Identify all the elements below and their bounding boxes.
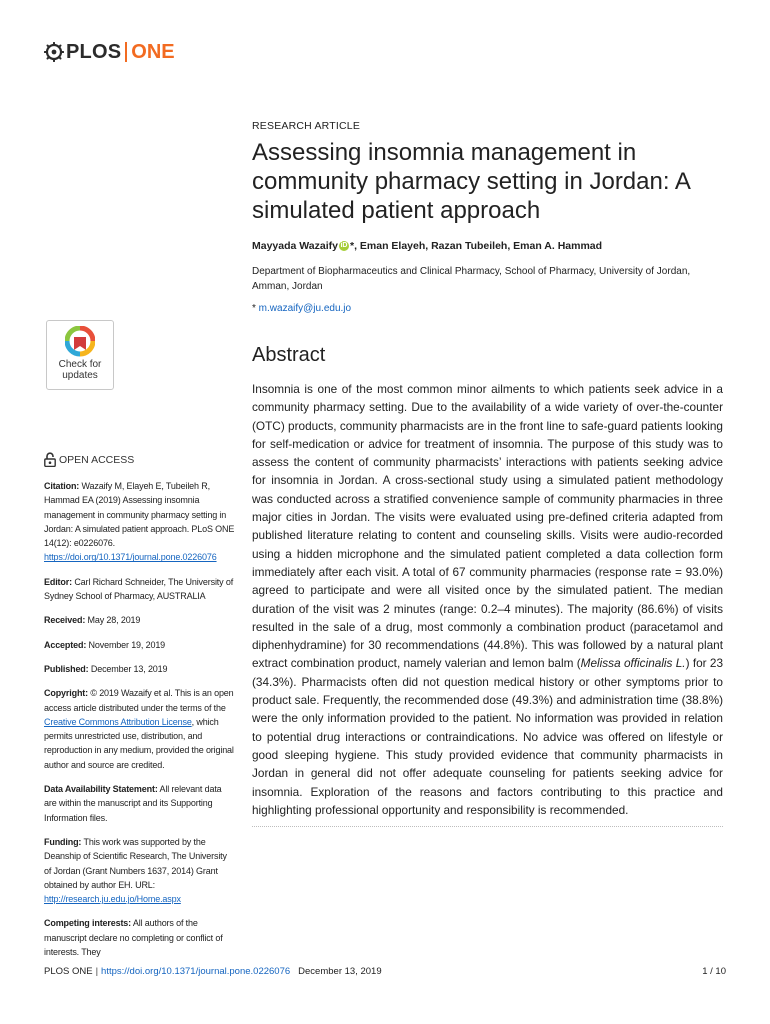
check-updates-icon — [65, 326, 95, 358]
copyright-text: © 2019 Wazaify et al. This is an open access article distributed under the terms of the — [44, 688, 234, 713]
footer-separator: | — [95, 966, 99, 977]
copyright-label: Copyright: — [44, 688, 88, 699]
corresponding-email-link[interactable]: m.wazaify@ju.edu.jo — [258, 303, 352, 314]
received-label: Received: — [44, 615, 86, 626]
published-date: December 13, 2019 — [90, 663, 168, 674]
data-availability-text: All relevant data are within the manuscript and its Supporting Information files. — [44, 784, 222, 823]
plos-one-logo[interactable] — [44, 40, 175, 64]
article-sidebar — [44, 452, 236, 969]
abstract-text-part1: Insomnia is one of the most common minor ailments to which patients seek advice in a community pharmacy setting. Due to the availability of a wide variety of over-the-counter (OTC) products, community pharmacists are in the front line to safe-guard patients looking for self-medication or advice for treatment of insomnia. The purpose of this study was to assess the content of community pharmacists’ interactions with patients seeking advice for insomnia in Jordan. A cross-sectional study using a simulated patient methodology was conducted across a stratified convenience sample of community pharmacies in three major cities in Jordan. The visits were evaluated using pre-defined criteria adapted from published literature relating to content and counseling skills. Visits were audio-recorded using a hidden microphone and the simulated patient completed a data collection form immediately after each visit. A total of 67 community pharmacies (response rate = 93.0%) agreed to participate and were all visited once by the simulated patient. The median duration of the visit was 2 minutes (range: 0.2–4 minutes). The majority (86.6%) of visits resulted in the sale of a drug, most commonly a combination product (paracetamol and diphenhydramine) for 30 recommendations (44.8%). This was followed by a natural plant extract combination product, namely valerian and lemon balm ( — [252, 382, 723, 671]
author-corresponding-mark: *, — [349, 240, 360, 252]
page-footer — [44, 966, 726, 977]
data-availability-block — [44, 782, 236, 825]
article-type-label: RESEARCH ARTICLE — [252, 120, 361, 132]
abstract-heading: Abstract — [252, 344, 326, 366]
funding-url-link[interactable]: http://research.ju.edu.jo/Home.aspx — [44, 894, 181, 905]
check-updates-line2: updates — [62, 370, 98, 381]
editor-block — [44, 575, 236, 604]
footer-doi-link[interactable]: https://doi.org/10.1371/journal.pone.0226076 — [101, 966, 291, 977]
abstract-divider — [252, 826, 723, 827]
accepted-block — [44, 638, 236, 652]
logo-one-text: ONE — [131, 40, 175, 63]
abstract-text-part2: ) for 23 (34.3%). Pharmacists often did not question medical history or other symptoms prior to product sale. Frequently, the recommended dose (49.3%) and administration time (38.8%) were the only information provided to the patient. No information was provided in relation to potential drug interactions or contraindications. No advice was offered on lifestyle or good sleeping hygiene. This study provided evidence that community pharmacists in Jordan in general did not offer adequate counseling for patients seeking advice for insomnia. Exploration of the reasons and factors contributing to this practice and highlighting professional opportunity and responsibility is recommended. — [252, 656, 723, 817]
author-name[interactable]: Mayyada Wazaify — [252, 240, 338, 252]
data-availability-label: Data Availability Statement: — [44, 784, 158, 795]
editor-text: Carl Richard Schneider, The University of Sydney School of Pharmacy, AUSTRALIA — [44, 576, 234, 602]
author-list — [252, 240, 732, 252]
funding-label: Funding: — [44, 836, 82, 847]
orcid-icon[interactable]: iD — [340, 242, 348, 250]
abstract-body — [252, 380, 723, 819]
citation-block — [44, 479, 236, 565]
footer-page-number: 1 / 10 — [702, 966, 726, 977]
affiliation: Department of Biopharmaceutics and Clinical Pharmacy, School of Pharmacy, University of Jordan, Amman, Jordan — [252, 266, 691, 292]
author-names-rest: Eman Elayeh, Razan Tubeileh, Eman A. Hammad — [359, 240, 603, 252]
copyright-block — [44, 686, 236, 772]
open-access-badge — [44, 452, 236, 467]
accepted-label: Accepted: — [44, 639, 87, 650]
published-label: Published: — [44, 663, 89, 674]
received-block — [44, 613, 236, 627]
accepted-date: November 19, 2019 — [88, 639, 166, 650]
competing-interests-label: Competing interests: — [44, 918, 132, 929]
funding-block — [44, 835, 236, 906]
funding-text: This work was supported by the Deanship of Scientific Research, The University of Jordan (Grant Numbers 1637, 2014) Grant obtained by author EH. URL: — [44, 836, 227, 890]
check-updates-line1: Check for — [58, 359, 102, 370]
logo-divider — [125, 42, 127, 62]
article-title: Assessing insomnia management in community pharmacy setting in Jordan: A simulated patient approach — [252, 139, 690, 224]
editor-label: Editor: — [44, 576, 72, 587]
citation-text: Wazaify M, Elayeh E, Tubeileh R, Hammad EA (2019) Assessing insomnia management in community pharmacy setting in Jordan: A simulated patient approach. PLoS ONE 14(12): e0226076. — [44, 481, 235, 549]
corresponding-author — [252, 303, 351, 314]
footer-journal: PLOS ONE — [44, 966, 93, 977]
check-for-updates-badge[interactable] — [46, 320, 114, 390]
citation-doi-link[interactable]: https://doi.org/10.1371/journal.pone.0226076 — [44, 552, 217, 563]
citation-label: Citation: — [44, 481, 80, 491]
abstract-species-name: Melissa officinalis L. — [580, 656, 686, 671]
license-link[interactable]: Creative Commons Attribution License — [44, 716, 192, 727]
received-date: May 28, 2019 — [87, 615, 141, 626]
corresponding-mark: * — [252, 303, 259, 314]
logo-plos-text: PLOS — [66, 40, 122, 63]
plos-logo-icon — [44, 42, 64, 62]
open-access-label: OPEN ACCESS — [59, 453, 135, 466]
copyright-text-rest: , which permits unrestricted use, distribution, and reproduction in any medium, provided the original author and source are credited. — [44, 716, 234, 770]
open-lock-icon — [44, 452, 56, 467]
competing-interests-text: All authors of the manuscript declare no completing or conflict of interests. They — [44, 918, 223, 958]
footer-date: December 13, 2019 — [298, 966, 382, 977]
published-block — [44, 662, 236, 676]
competing-interests-block — [44, 916, 236, 959]
